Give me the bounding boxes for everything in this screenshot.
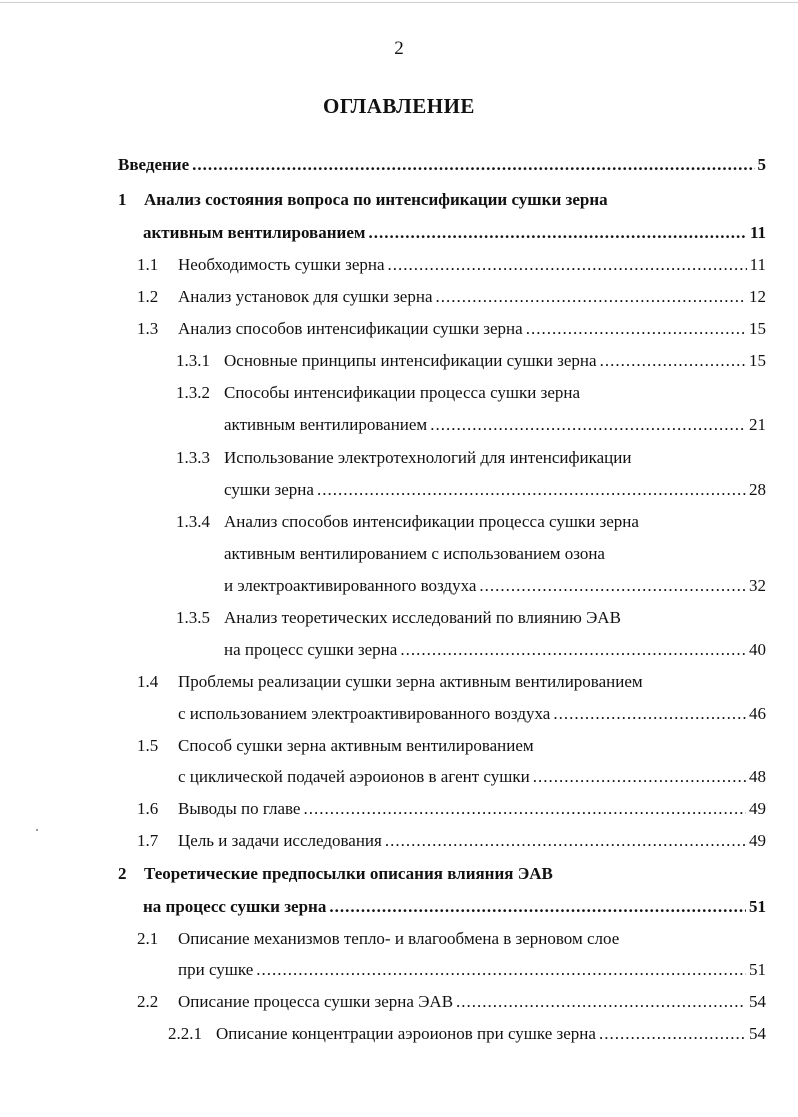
toc-page: 51 [749, 960, 766, 979]
toc-entry-ch2[interactable] [118, 863, 553, 885]
toc-page: 15 [749, 319, 766, 338]
toc-entry-1-2[interactable] [137, 286, 766, 308]
toc-entry-1-5[interactable] [137, 735, 534, 757]
toc-leader [436, 286, 747, 308]
page-number: 2 [394, 38, 404, 59]
page-title: ОГЛАВЛЕНИЕ [323, 94, 475, 118]
toc-label: Способы интенсификации процесса сушки зерна [224, 383, 581, 402]
toc-leader [479, 575, 746, 597]
toc-entry-1-3-5-cont[interactable] [224, 639, 766, 661]
toc-label: Анализ способов интенсификации сушки зерна [178, 319, 523, 338]
toc-entry-ch1[interactable] [118, 189, 608, 211]
toc-number: 1.4 [137, 672, 159, 691]
toc-leader [526, 318, 746, 340]
toc-label: Цель и задачи исследования [178, 831, 382, 850]
toc-leader [599, 1023, 746, 1045]
toc-label: Анализ установок для сушки зерна [178, 287, 433, 306]
toc-entry-intro[interactable] [118, 154, 766, 176]
toc-number: 1.3.4 [176, 512, 210, 531]
toc-page: 49 [749, 831, 766, 850]
toc-leader [600, 350, 746, 372]
toc-number: 1.5 [137, 736, 159, 755]
toc-page: 51 [749, 897, 766, 916]
toc-label: Способ сушки зерна активным вентилированием [178, 736, 534, 755]
toc-number: 1.6 [137, 799, 159, 818]
toc-leader [456, 991, 746, 1013]
toc-entry-2-2[interactable] [137, 991, 766, 1013]
toc-entry-ch1-cont[interactable] [143, 222, 766, 244]
scan-speck [36, 829, 38, 831]
toc-entry-2-2-1[interactable] [168, 1023, 766, 1045]
toc-leader [303, 798, 746, 820]
toc-entry-1-3[interactable] [137, 318, 766, 340]
toc-leader [256, 959, 746, 981]
toc-entry-1-5-cont[interactable] [178, 766, 766, 788]
toc-label: Анализ способов интенсификации процесса сушки зерна [224, 512, 639, 531]
toc-leader [368, 222, 746, 244]
toc-label: Необходимость сушки зерна [178, 255, 385, 274]
toc-page: 5 [757, 155, 766, 174]
toc-label: Основные принципы интенсификации сушки зерна [224, 351, 597, 370]
toc-leader [400, 639, 746, 661]
toc-page: 54 [749, 992, 766, 1011]
toc-leader [430, 414, 746, 436]
toc-entry-1-3-2[interactable] [176, 382, 580, 404]
toc-label: Описание процесса сушки зерна ЭАВ [178, 992, 454, 1011]
toc-leader [329, 896, 746, 918]
toc-leader [192, 154, 754, 176]
toc-label: и электроактивированного воздуха [224, 576, 477, 595]
toc-page: 11 [749, 255, 766, 274]
toc-page: 48 [749, 767, 766, 786]
toc-label: сушки зерна [224, 480, 314, 499]
toc-label: активным вентилированием [224, 415, 428, 434]
toc-label: Введение [118, 155, 190, 174]
toc-entry-1-4[interactable] [137, 671, 643, 693]
toc-entry-1-3-4-cont[interactable] [224, 543, 605, 565]
toc-page: 46 [749, 704, 766, 723]
toc-label: Описание механизмов тепло- и влагообмена в зерновом слое [178, 929, 620, 948]
toc-number: 1.3.3 [176, 448, 210, 467]
toc-number: 1 [118, 190, 127, 209]
toc-label: активным вентилированием [143, 223, 366, 242]
toc-label: Использование электротехнологий для интенсификации [224, 448, 632, 467]
toc-entry-2-1[interactable] [137, 928, 619, 950]
toc-page: 49 [749, 799, 766, 818]
toc-entry-1-4-cont[interactable] [178, 703, 766, 725]
toc-page: 28 [749, 480, 766, 499]
toc-number: 1.3.5 [176, 608, 210, 627]
toc-label: с циклической подачей аэроионов в агент сушки [178, 767, 530, 786]
toc-entry-1-3-4-cont2[interactable] [224, 575, 766, 597]
scan-edge [0, 2, 798, 3]
toc-entry-1-3-3-cont[interactable] [224, 479, 766, 501]
toc-label: Анализ теоретических исследований по влиянию ЭАВ [224, 608, 621, 627]
toc-number: 2.2.1 [168, 1024, 202, 1043]
toc-label: активным вентилированием с использованием озона [224, 544, 605, 563]
toc-entry-1-3-2-cont[interactable] [224, 414, 766, 436]
toc-label: с использованием электроактивированного воздуха [178, 704, 551, 723]
toc-entry-2-1-cont[interactable] [178, 959, 766, 981]
toc-leader [317, 479, 746, 501]
toc-label: на процесс сушки зерна [143, 897, 327, 916]
toc-page: 15 [749, 351, 766, 370]
toc-label: Описание концентрации аэроионов при сушке зерна [216, 1024, 596, 1043]
toc-label: Выводы по главе [178, 799, 301, 818]
toc-label: на процесс сушки зерна [224, 640, 398, 659]
toc-label: Теоретические предпосылки описания влияния ЭАВ [144, 864, 553, 883]
toc-page: 21 [749, 415, 766, 434]
toc-number: 2.1 [137, 929, 159, 948]
toc-number: 1.3.2 [176, 383, 210, 402]
toc-number: 2.2 [137, 992, 159, 1011]
toc-leader [385, 830, 746, 852]
toc-number: 1.7 [137, 831, 159, 850]
toc-entry-1-3-3[interactable] [176, 447, 631, 469]
toc-number: 2 [118, 864, 127, 883]
toc-page: 40 [749, 640, 766, 659]
toc-label: Проблемы реализации сушки зерна активным вентилированием [178, 672, 643, 691]
toc-leader [553, 703, 746, 725]
toc-label: при сушке [178, 960, 254, 979]
toc-entry-1-3-5[interactable] [176, 607, 621, 629]
toc-number: 1.2 [137, 287, 159, 306]
toc-number: 1.3.1 [176, 351, 210, 370]
toc-entry-1-3-4[interactable] [176, 511, 639, 533]
toc-entry-1-3-1[interactable] [176, 350, 766, 372]
toc-number: 1.1 [137, 255, 159, 274]
toc-entry-1-6[interactable] [137, 798, 766, 820]
toc-page: 54 [749, 1024, 766, 1043]
toc-entry-1-7[interactable] [137, 830, 766, 852]
toc-leader [533, 766, 746, 788]
toc-number: 1.3 [137, 319, 159, 338]
toc-page: 12 [749, 287, 766, 306]
toc-label: Анализ состояния вопроса по интенсификации сушки зерна [144, 190, 608, 209]
toc-leader [388, 254, 747, 276]
toc-page: 11 [749, 223, 766, 242]
toc-entry-ch2-cont[interactable] [143, 896, 766, 918]
toc-page: 32 [749, 576, 766, 595]
toc-entry-1-1[interactable] [137, 254, 766, 276]
